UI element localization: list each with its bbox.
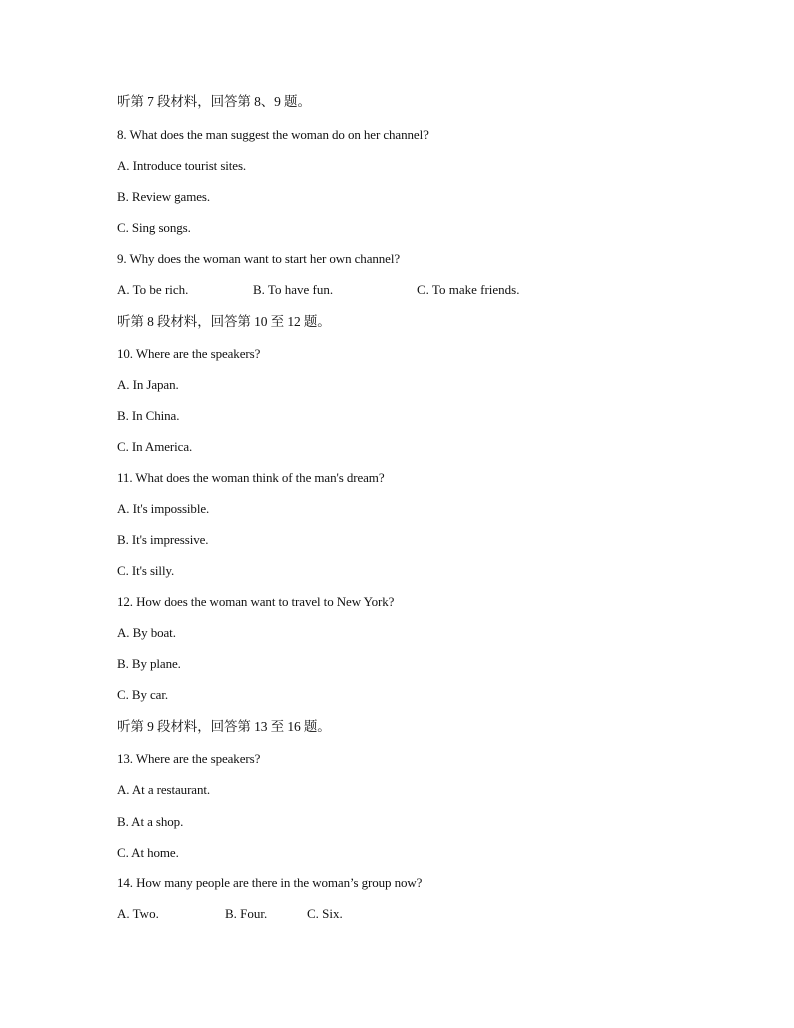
question-10: 10. Where are the speakers?	[117, 346, 261, 361]
q14-option-a: A. Two.	[117, 906, 159, 921]
question-9: 9. Why does the woman want to start her own channel?	[117, 251, 401, 266]
q8-option-c: C. Sing songs.	[117, 220, 191, 235]
q8-option-b: B. Review games.	[117, 189, 210, 204]
question-8: 8. What does the man suggest the woman do on her channel?	[117, 127, 429, 142]
q10-option-b: B. In China.	[117, 408, 180, 423]
q9-option-c: C. To make friends.	[417, 282, 520, 297]
q9-option-b: B. To have fun.	[253, 282, 334, 297]
question-13: 13. Where are the speakers?	[117, 751, 261, 766]
q13-option-a: A. At a restaurant.	[117, 782, 211, 797]
q13-option-c: C. At home.	[117, 845, 179, 860]
q14-option-c: C. Six.	[307, 906, 343, 921]
q12-option-b: B. By plane.	[117, 656, 181, 671]
q11-option-a: A. It's impossible.	[117, 501, 210, 516]
q12-option-a: A. By boat.	[117, 625, 176, 640]
q14-option-b: B. Four.	[225, 906, 268, 921]
q12-option-c: C. By car.	[117, 687, 168, 702]
q8-option-a: A. Introduce tourist sites.	[117, 158, 247, 173]
q10-option-a: A. In Japan.	[117, 377, 179, 392]
q13-option-b: B. At a shop.	[117, 814, 184, 829]
q9-option-a: A. To be rich.	[117, 282, 189, 297]
question-11: 11. What does the woman think of the man's dream?	[117, 470, 385, 485]
section-heading-9: 听第 9 段材料，回答第 13 至 16 题。	[117, 719, 331, 734]
question-14: 14. How many people are there in the woman’s group now?	[117, 875, 423, 890]
q11-option-b: B. It's impressive.	[117, 532, 209, 547]
section-heading-7: 听第 7 段材料，回答第 8、9 题。	[117, 94, 311, 109]
question-12: 12. How does the woman want to travel to New York?	[117, 594, 395, 609]
q11-option-c: C. It's silly.	[117, 563, 175, 578]
q14-options	[117, 906, 417, 922]
section-heading-8: 听第 8 段材料，回答第 10 至 12 题。	[117, 314, 331, 329]
q10-option-c: C. In America.	[117, 439, 193, 454]
q9-options	[117, 282, 617, 298]
